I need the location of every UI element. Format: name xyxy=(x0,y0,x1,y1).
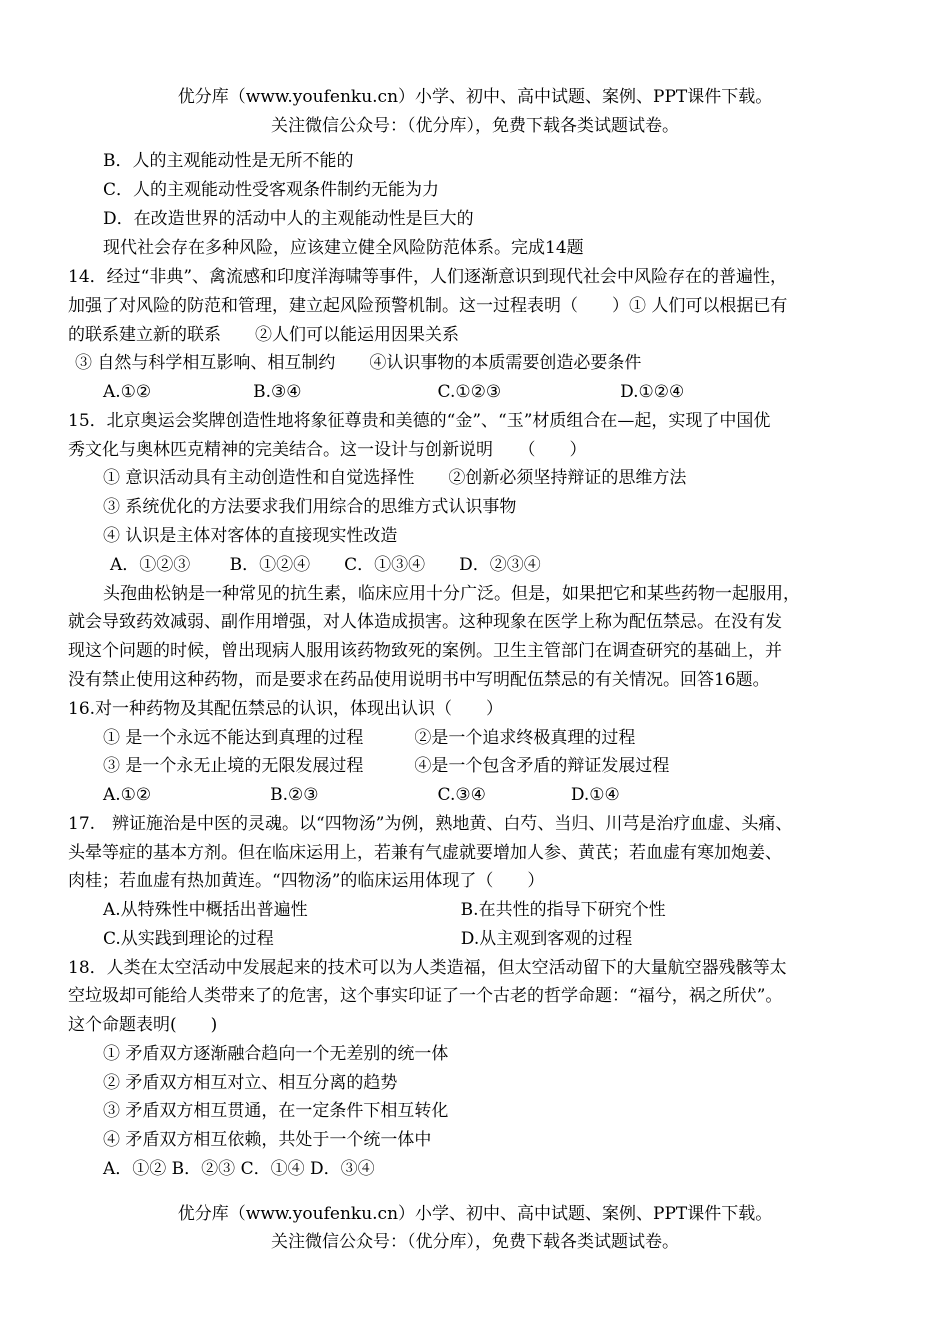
page-footer-line-1: 优分库（www.youfenku.cn）小学、初中、高中试题、案例、PPT课件下载。 xyxy=(177,1204,773,1224)
question-16-line: ① 是一个永远不能达到真理的过程 ②是一个追求终极真理的过程 xyxy=(103,728,636,748)
question-14-line: ③ 自然与科学相互影响、相互制约 ④认识事物的本质需要创造必要条件 xyxy=(75,353,642,373)
question-15-line: ④ 认识是主体对客体的直接现实性改造 xyxy=(103,526,398,546)
option-line: C．人的主观能动性受客观条件制约无能为力 xyxy=(103,180,440,200)
question-18-choices: A．①② B．②③ C．①④ D．③④ xyxy=(103,1159,375,1179)
question-18-line: ② 矛盾双方相互对立、相互分离的趋势 xyxy=(103,1073,398,1093)
question-18-line: ④ 矛盾双方相互依赖，共处于一个统一体中 xyxy=(103,1130,432,1150)
page-footer-line-2: 关注微信公众号：（优分库），免费下载各类试题试卷。 xyxy=(271,1232,679,1252)
option-line: D．在改造世界的活动中人的主观能动性是巨大的 xyxy=(103,209,474,229)
page-header-line-2: 关注微信公众号：（优分库），免费下载各类试题试卷。 xyxy=(271,116,679,136)
question-17-line: 17. 辨证施治是中医的灵魂。以“四物汤”为例，熟地黄、白芍、当归、川芎是治疗血虚、头痛、 xyxy=(68,814,793,834)
question-15-line: ① 意识活动具有主动创造性和自觉选择性 ②创新必须坚持辩证的思维方法 xyxy=(103,468,687,488)
question-14-line: 加强了对风险的防范和管理，建立起风险预警机制。这一过程表明（ ）① 人们可以根据已有 xyxy=(68,296,788,316)
passage-line: 没有禁止使用这种药物，而是要求在药品使用说明书中写明配伍禁忌的有关情况。回答16题。 xyxy=(68,670,770,690)
passage-line: 就会导致药效减弱、副作用增强，对人体造成损害。这种现象在医学上称为配伍禁忌。在没有发 xyxy=(68,612,782,632)
question-14-line: 14．经过“非典”、禽流感和印度洋海啸等事件，人们逐渐意识到现代社会中风险存在的普遍性， xyxy=(68,267,788,287)
question-18-line: 18．人类在太空活动中发展起来的技术可以为人类造福，但太空活动留下的大量航空器残骸等太 xyxy=(68,958,787,978)
question-16-line: ③ 是一个永无止境的无限发展过程 ④是一个包含矛盾的辩证发展过程 xyxy=(103,756,670,776)
question-16-line: 16.对一种药物及其配伍禁忌的认识，体现出认识（ ） xyxy=(68,699,504,719)
question-18-line: 空垃圾却可能给人类带来了的危害，这个事实印证了一个古老的哲学命题：“福兮，祸之所伏”。 xyxy=(68,986,783,1006)
question-15-line: 15．北京奥运会奖牌创造性地将象征尊贵和美德的“金”、“玉”材质组合在—起，实现了中国优 xyxy=(68,411,771,431)
option-line: B．人的主观能动性是无所不能的 xyxy=(103,151,354,171)
question-17-choices: C.从实践到理论的过程 D.从主观到客观的过程 xyxy=(103,929,633,949)
question-14-line: 的联系建立新的联系 ②人们可以能运用因果关系 xyxy=(68,325,459,345)
question-16-choices: A.①② B.②③ C.③④ D.①④ xyxy=(103,785,620,805)
passage-line: 现这个问题的时候，曾出现病人服用该药物致死的案例。卫生主管部门在调查研究的基础上，并 xyxy=(68,641,782,661)
passage-line: 头孢曲松钠是一种常见的抗生素，临床应用十分广泛。但是，如果把它和某些药物一起服用， xyxy=(103,584,800,604)
question-17-line: 头晕等症的基本方剂。但在临床运用上，若兼有气虚就要增加人参、黄芪；若血虚有寒加炮姜、 xyxy=(68,843,782,863)
question-15-line: 秀文化与奥林匹克精神的完美结合。这一设计与创新说明 （ ） xyxy=(68,440,587,460)
question-14-choices: A.①② B.③④ C.①②③ D.①②④ xyxy=(103,382,685,402)
question-17-choices: A.从特殊性中概括出普遍性 B.在共性的指导下研究个性 xyxy=(103,900,666,920)
page-header-line-1: 优分库（www.youfenku.cn）小学、初中、高中试题、案例、PPT课件下载。 xyxy=(177,87,773,107)
question-17-line: 肉桂；若血虚有热加黄连。“四物汤”的临床运用体现了（ ） xyxy=(68,871,545,891)
question-18-line: ③ 矛盾双方相互贯通，在一定条件下相互转化 xyxy=(103,1101,449,1121)
question-18-line: ① 矛盾双方逐渐融合趋向一个无差别的统一体 xyxy=(103,1044,449,1064)
question-18-line: 这个命题表明( ) xyxy=(68,1015,218,1035)
question-15-line: ③ 系统优化的方法要求我们用综合的思维方式认识事物 xyxy=(103,497,517,517)
question-15-choices: A．①②③ B．①②④ C．①③④ D．②③④ xyxy=(110,555,541,575)
intro-line: 现代社会存在多种风险，应该建立健全风险防范体系。完成14题 xyxy=(103,238,584,258)
